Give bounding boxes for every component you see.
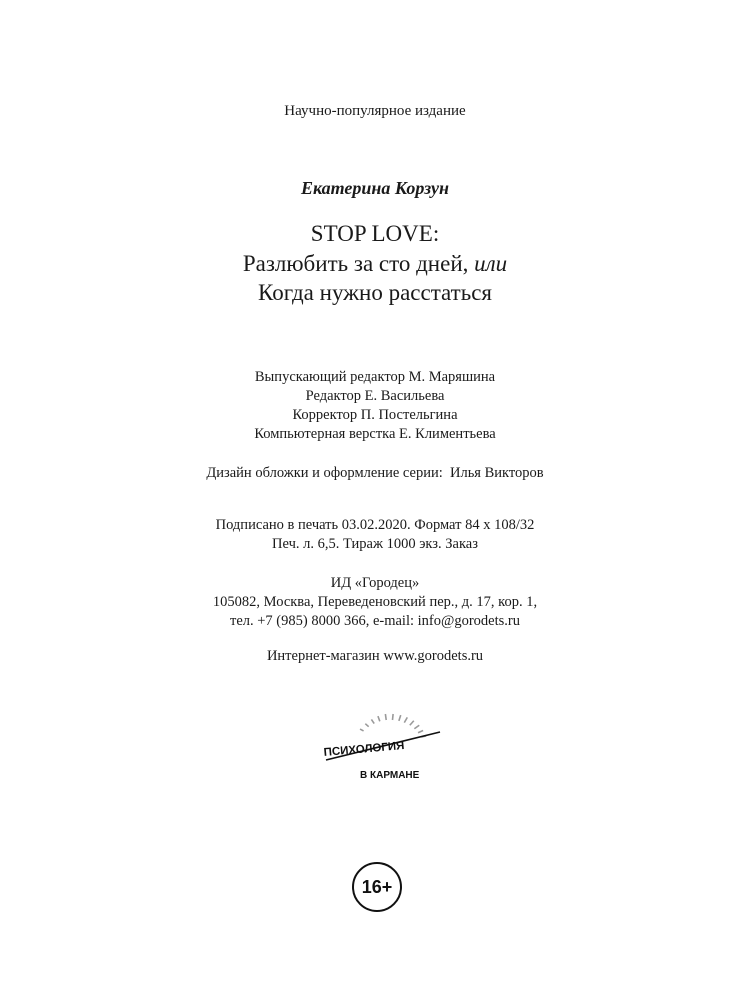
series-logo (316, 708, 446, 784)
credit-editor: Редактор Е. Васильева (305, 388, 445, 404)
book-title-line-2-italic: или (474, 251, 508, 276)
print-info-line-2: Печ. л. 6,5. Тираж 1000 экз. Заказ (272, 536, 478, 552)
author-name: Екатерина Корзун (300, 178, 450, 198)
credit-layout: Компьютерная верстка Е. Климентьева (254, 426, 496, 442)
publisher-address: 105082, Москва, Переведеновский пер., д. 17, кор. 1, (212, 594, 538, 610)
series-logo-line-2: В КАРМАНЕ (360, 770, 420, 781)
credit-design: Дизайн обложки и оформление серии: Илья Викторов (206, 465, 544, 481)
age-rating-label: 16+ (361, 876, 393, 897)
series-logo-line-1: ПСИХОЛОГИЯ (323, 739, 405, 759)
age-rating-badge (352, 862, 402, 912)
publication-genre: Научно-популярное издание (284, 103, 466, 119)
book-title-line-3: Когда нужно расстаться (258, 280, 492, 305)
book-title-line-1: STOP LOVE: (310, 221, 440, 246)
book-title-line-2 (0, 249, 750, 279)
sunburst-icon (360, 714, 427, 738)
publisher-name: ИД «Городец» (330, 575, 420, 591)
online-shop: Интернет-магазин www.gorodets.ru (266, 648, 484, 664)
credit-proofreader: Корректор П. Постельгина (292, 407, 458, 423)
print-info-line-1: Подписано в печать 03.02.2020. Формат 84 х 108/32 (215, 517, 535, 533)
credit-managing-editor: Выпускающий редактор М. Маряшина (254, 369, 496, 385)
publisher-contacts: тел. +7 (985) 8000 366, e-mail: info@gorodets.ru (229, 613, 520, 629)
book-title-line-2-main: Разлюбить за сто дней, (242, 251, 475, 276)
